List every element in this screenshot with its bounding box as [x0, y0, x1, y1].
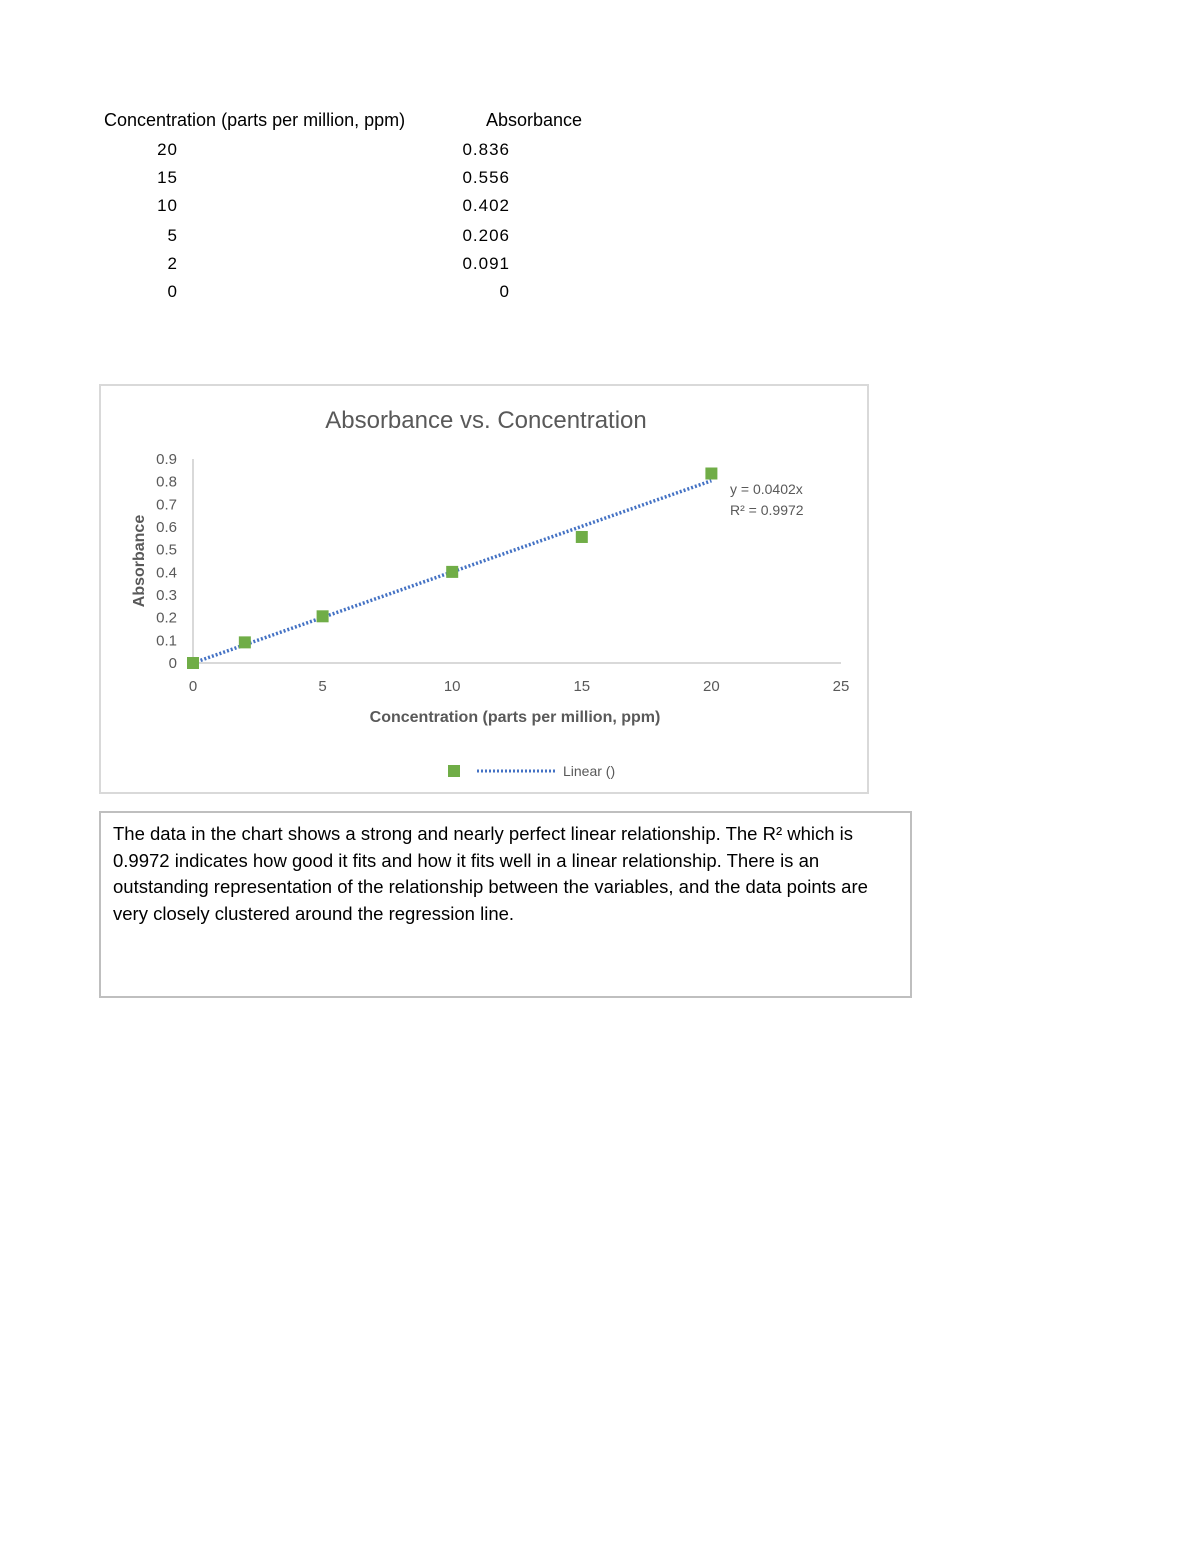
x-tick-label: 5: [318, 678, 327, 695]
table-cell: 2: [167, 254, 178, 273]
scatter-chart: [101, 386, 871, 796]
chart-title: Absorbance vs. Concentration: [325, 407, 647, 434]
x-tick-label: 15: [573, 678, 591, 695]
data-point[interactable]: [187, 657, 199, 669]
interpretation-textbox[interactable]: The data in the chart shows a strong and nearly perfect linear relationship. The R² which is 0.9972 indicates how good it fits and how it fits well in a linear relationship. There is an outstanding representation of the relationship between the variables, and the data points are very closely clustered around the regression line.: [99, 811, 912, 998]
column-header-concentration: Concentration (parts per million, ppm): [104, 110, 406, 130]
y-tick-label: 0.6: [156, 519, 177, 536]
legend-marker-series: [448, 765, 460, 777]
data-point[interactable]: [239, 636, 251, 648]
y-tick-label: 0: [168, 655, 177, 672]
y-tick-label: 0.5: [156, 541, 177, 559]
chart-container[interactable]: [99, 384, 869, 794]
table-cell: 0.206: [462, 226, 510, 245]
legend-label-trendline: Linear (): [563, 763, 616, 779]
y-tick-label: 0.9: [156, 451, 177, 468]
data-point[interactable]: [317, 610, 329, 622]
data-point[interactable]: [446, 566, 458, 578]
x-tick-label: 25: [832, 678, 850, 695]
y-tick-label: 0.8: [156, 473, 177, 491]
r-squared-label: R² = 0.9972: [730, 502, 804, 518]
table-cell: 0.091: [462, 254, 510, 273]
table-cell: 10: [157, 196, 178, 215]
y-tick-label: 0.1: [156, 632, 177, 650]
data-point[interactable]: [705, 468, 717, 480]
trendline-equation: y = 0.0402x: [730, 481, 803, 497]
x-axis-label: Concentration (parts per million, ppm): [369, 709, 661, 726]
x-tick-label: 0: [188, 678, 198, 695]
y-axis-label: Absorbance: [131, 514, 148, 608]
table-cell: 15: [157, 168, 178, 187]
x-tick-label: 10: [443, 678, 461, 695]
table-cell: 0.836: [462, 140, 510, 159]
table-cell: 0: [499, 282, 510, 301]
column-header-absorbance: Absorbance: [486, 110, 583, 130]
y-tick-label: 0.7: [156, 496, 177, 514]
table-cell: 0.556: [462, 168, 510, 187]
table-cell: 0: [167, 282, 178, 301]
table-cell: 0.402: [462, 196, 510, 215]
x-tick-labels: [189, 678, 850, 695]
data-table: [0, 0, 900, 320]
y-tick-label: 0.4: [156, 564, 177, 582]
x-tick-label: 20: [703, 678, 720, 695]
chart-legend: [448, 763, 615, 779]
data-point[interactable]: [576, 531, 588, 543]
y-tick-label: 0.2: [156, 609, 177, 627]
y-tick-label: 0.3: [156, 587, 177, 604]
y-tick-labels: [156, 451, 177, 672]
table-cell: 5: [167, 226, 178, 245]
table-cell: 20: [157, 140, 178, 159]
